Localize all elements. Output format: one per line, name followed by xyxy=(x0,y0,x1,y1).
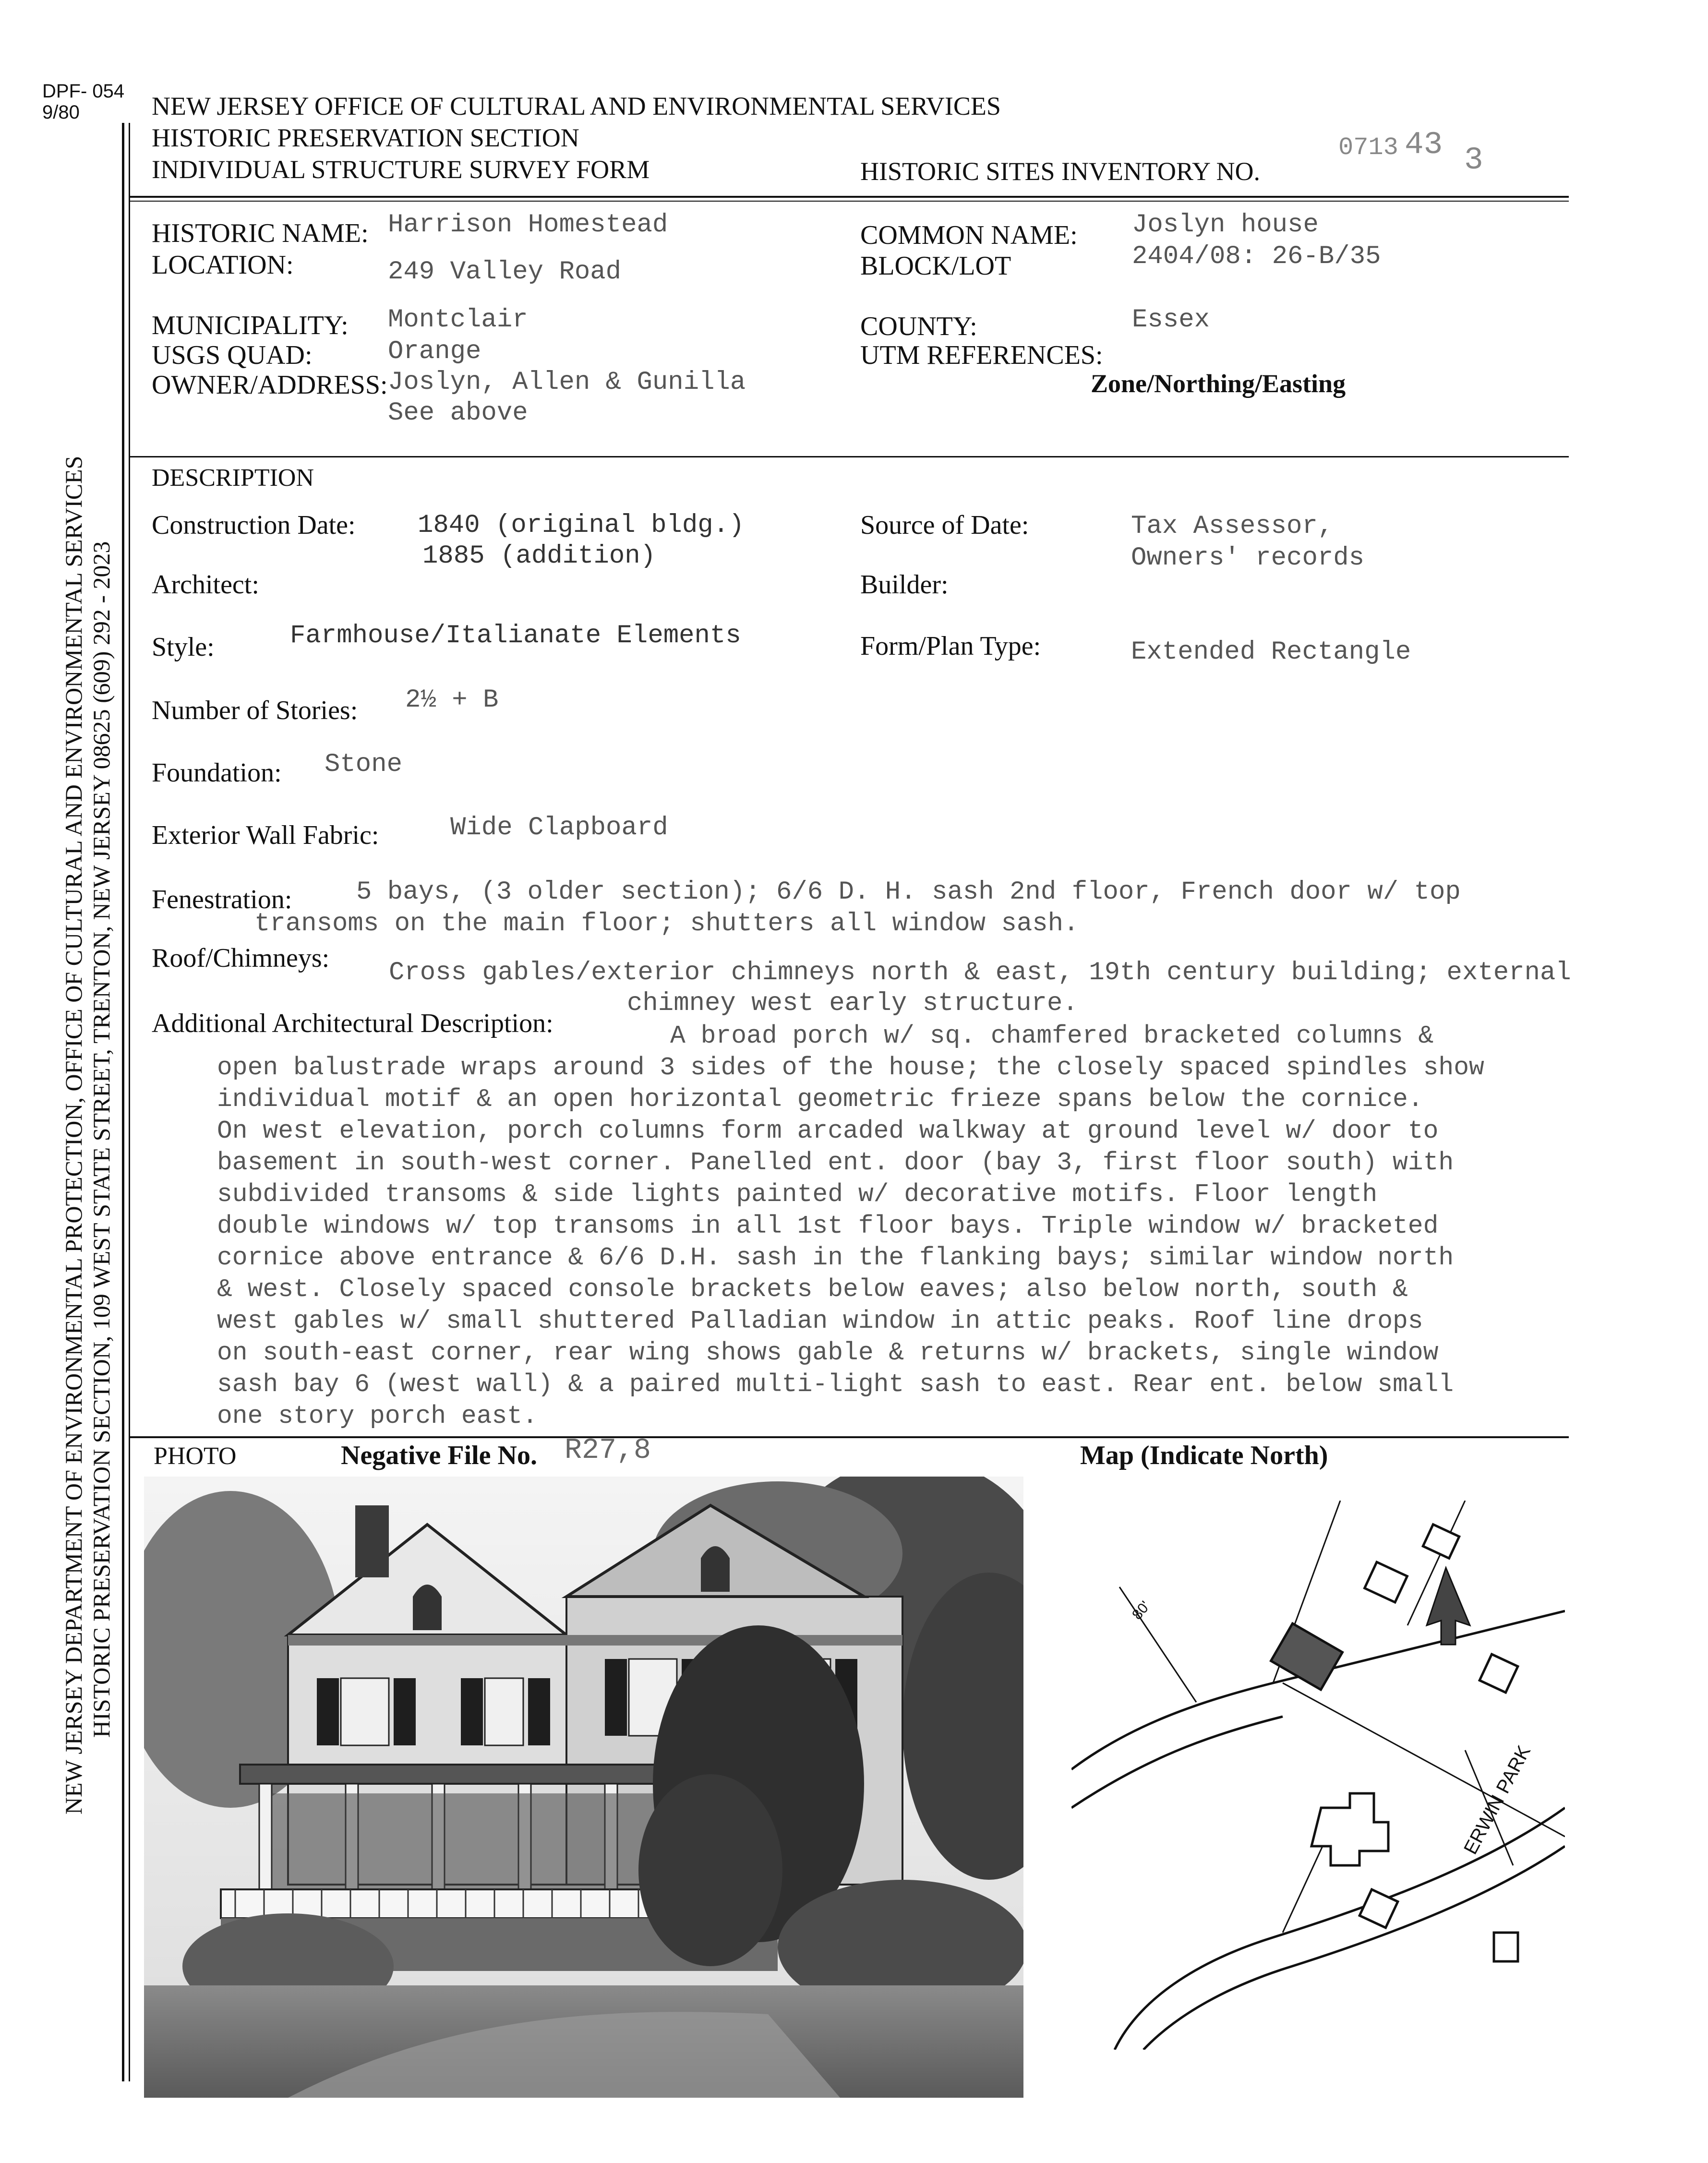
county-value: Essex xyxy=(1132,305,1210,335)
house-photo xyxy=(144,1477,1023,2098)
roof-value-2: chimney west early structure. xyxy=(627,989,1078,1018)
fenestration-value-1: 5 bays, (3 older section); 6/6 D. H. sash 2nd floor, French door w/ top xyxy=(356,877,1461,907)
map-street-label: ERWIN PARK xyxy=(1460,1742,1535,1858)
roof-value-1: Cross gables/exterior chimneys north & east, 19th century building; external xyxy=(389,958,1571,987)
desc-line-10: west gables w/ small shuttered Palladian window in attic peaks. Roof line drops xyxy=(217,1307,1423,1335)
usgs-label: USGS QUAD: xyxy=(152,340,313,370)
foundation-label: Foundation: xyxy=(152,758,282,788)
sidebar-department: NEW JERSEY DEPARTMENT OF ENVIRONMENTAL PROTECTION, OFFICE OF CULTURAL AND ENVIRONMENTAL SERVICES xyxy=(60,456,87,1815)
photo-label: PHOTO xyxy=(154,1442,237,1470)
fenestration-value-2: transoms on the main floor; shutters all window sash. xyxy=(254,909,1079,938)
utm-subheading: Zone/Northing/Easting xyxy=(1091,369,1346,398)
desc-line-12: sash bay 6 (west wall) & a paired multi-light sash to east. Rear ent. below small xyxy=(217,1370,1454,1399)
desc-line-8: cornice above entrance & 6/6 D.H. sash in the flanking bays; similar window north xyxy=(217,1243,1454,1272)
block-lot-value: 2404/08: 26-B/35 xyxy=(1132,242,1381,271)
location-label: LOCATION: xyxy=(152,250,294,280)
source-of-date-value-2: Owners' records xyxy=(1131,543,1365,573)
desc-line-4: On west elevation, porch columns form arcaded walkway at ground level w/ door to xyxy=(217,1117,1439,1145)
left-rule-outer xyxy=(122,123,124,2081)
location-map xyxy=(1071,1501,1565,2050)
rule-header xyxy=(129,196,1569,198)
architect-label: Architect: xyxy=(152,570,259,600)
section-name: HISTORIC PRESERVATION SECTION xyxy=(152,123,579,152)
inventory-label: HISTORIC SITES INVENTORY NO. xyxy=(860,157,1261,186)
desc-line-7: double windows w/ top transoms in all 1st floor bays. Triple window w/ bracketed xyxy=(217,1212,1439,1240)
foundation-value: Stone xyxy=(325,750,403,779)
desc-line-13: one story porch east. xyxy=(217,1402,538,1430)
historic-name-label: HISTORIC NAME: xyxy=(152,218,369,248)
description-heading: DESCRIPTION xyxy=(152,464,314,492)
municipality-label: MUNICIPALITY: xyxy=(152,311,349,340)
rule-header-thin xyxy=(129,201,1569,202)
desc-line-5: basement in south-west corner. Panelled ent. door (bay 3, first floor south) with xyxy=(217,1148,1454,1177)
construction-date-label: Construction Date: xyxy=(152,510,356,540)
source-of-date-label: Source of Date: xyxy=(860,510,1029,540)
construction-date-value-1: 1840 (original bldg.) xyxy=(418,511,745,540)
wall-fabric-label: Exterior Wall Fabric: xyxy=(152,820,379,850)
owner-label: OWNER/ADDRESS: xyxy=(152,370,388,400)
additional-description-label: Additional Architectural Description: xyxy=(152,1009,553,1038)
block-lot-label: BLOCK/LOT xyxy=(860,251,1011,281)
desc-line-3: individual motif & an open horizontal geometric frieze spans below the cornice. xyxy=(217,1085,1423,1114)
form-id-number: DPF- 054 xyxy=(42,81,125,102)
rule-identification xyxy=(129,456,1569,457)
municipality-value: Montclair xyxy=(388,305,528,335)
rule-description xyxy=(129,1436,1569,1438)
agency-name: NEW JERSEY OFFICE OF CULTURAL AND ENVIRONMENTAL SERVICES xyxy=(152,92,1001,120)
desc-line-9: & west. Closely spaced console brackets below eaves; also below north, south & xyxy=(217,1275,1408,1304)
construction-date-value-2: 1885 (addition) xyxy=(422,541,656,571)
historic-name-value: Harrison Homestead xyxy=(388,210,668,240)
fenestration-label: Fenestration: xyxy=(152,885,292,914)
desc-line-11: on south-east corner, rear wing shows gable & returns w/ brackets, single window xyxy=(217,1338,1439,1367)
owner-address-value: See above xyxy=(388,398,528,428)
form-plan-label: Form/Plan Type: xyxy=(860,631,1041,661)
source-of-date-value-1: Tax Assessor, xyxy=(1131,512,1334,541)
county-label: COUNTY: xyxy=(860,312,977,341)
desc-line-2: open balustrade wraps around 3 sides of the house; the closely spaced spindles show xyxy=(217,1053,1484,1082)
left-rule-inner xyxy=(129,123,130,2081)
roof-label: Roof/Chimneys: xyxy=(152,943,330,973)
location-map-drawing xyxy=(1071,1501,1565,2050)
inventory-value-a: 0713 xyxy=(1338,133,1398,162)
desc-line-1: A broad porch w/ sq. chamfered bracketed columns & xyxy=(670,1021,1434,1050)
stories-label: Number of Stories: xyxy=(152,696,358,725)
usgs-value: Orange xyxy=(388,337,481,366)
form-id-date: 9/80 xyxy=(42,102,80,123)
desc-line-6: subdivided transoms & side lights painted w/ decorative motifs. Floor length xyxy=(217,1180,1378,1209)
stories-value: 2½ + B xyxy=(405,685,499,715)
sidebar-address: HISTORIC PRESERVATION SECTION, 109 WEST STATE STREET, TRENTON, NEW JERSEY 08625 (609) 292 - 2023 xyxy=(88,541,115,1738)
common-name-value: Joslyn house xyxy=(1132,210,1319,240)
wall-fabric-value: Wide Clapboard xyxy=(450,813,668,842)
utm-label: UTM REFERENCES: xyxy=(860,340,1103,370)
style-label: Style: xyxy=(152,632,215,662)
common-name-label: COMMON NAME: xyxy=(860,220,1078,250)
inventory-value-c: 3 xyxy=(1464,142,1483,178)
map-lot-label: 80' xyxy=(1129,1598,1154,1623)
location-value: 249 Valley Road xyxy=(388,257,622,287)
builder-label: Builder: xyxy=(860,570,949,600)
house-photo-drawing xyxy=(144,1477,1023,2098)
form-plan-value: Extended Rectangle xyxy=(1131,637,1411,667)
form-title: INDIVIDUAL STRUCTURE SURVEY FORM xyxy=(152,155,650,184)
negative-file-label: Negative File No. xyxy=(341,1441,537,1470)
style-value: Farmhouse/Italianate Elements xyxy=(290,621,741,650)
inventory-value-b: 43 xyxy=(1405,127,1443,163)
form-id xyxy=(42,81,124,123)
owner-value: Joslyn, Allen & Gunilla xyxy=(388,368,746,397)
negative-file-value: R27,8 xyxy=(565,1434,651,1467)
map-title: Map (Indicate North) xyxy=(1080,1441,1328,1470)
